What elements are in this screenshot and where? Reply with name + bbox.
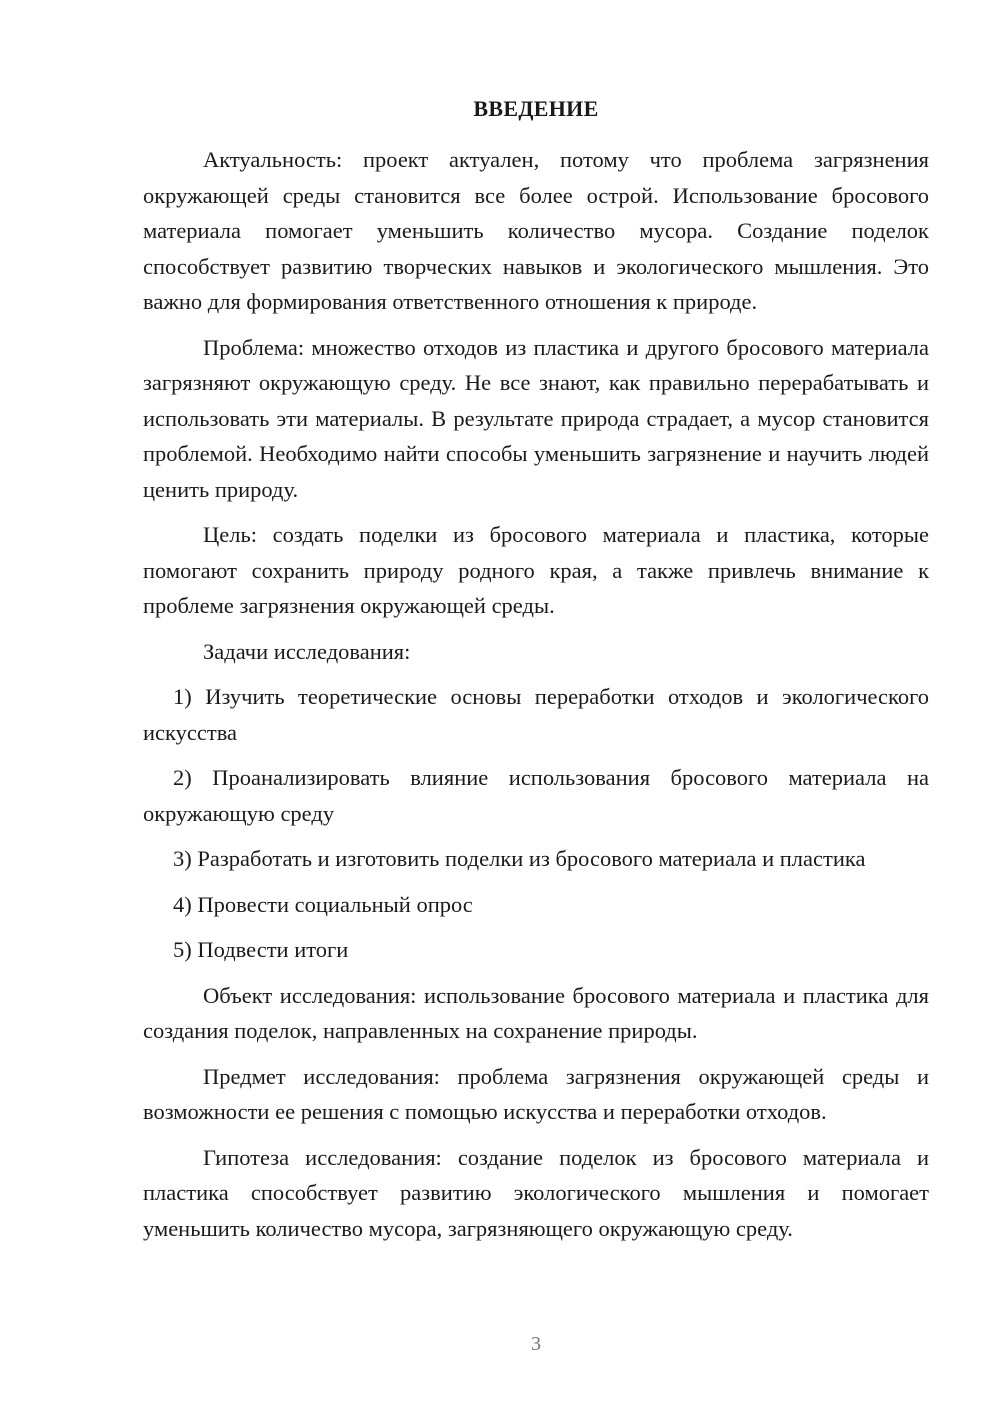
task-item-4: 4) Провести социальный опрос (173, 891, 473, 917)
problem-paragraph: Проблема: множество отходов из пластика и другого бросового материала загрязняют окружающую среду. Не все знают, как правильно перерабатывать и использовать эти материалы. В результате природа страдает, а мусор становится проблемой. Необходимо найти способы уменьшить загрязнение и научить людей ценить природу. (143, 334, 929, 502)
task-item-3: 3) Разработать и изготовить поделки из бросового материала и пластика (173, 846, 866, 871)
tasks-heading: Задачи исследования: (203, 638, 411, 664)
goal-paragraph: Цель: создать поделки из бросового материала и пластика, которые помогают сохранить природу родного края, а также привлечь внимание к проблеме загрязнения окружающей среды. (143, 522, 929, 618)
relevance-paragraph: Актуальность: проект актуален, потому что проблема загрязнения окружающей среды становится все более острой. Использование бросового материала помогает уменьшить количество мусора. Создание поделок способствует развитию творческих навыков и экологического мышления. Это важно для формирования ответственного отношения к природе. (143, 147, 929, 314)
task-item-5: 5) Подвести итоги (173, 937, 349, 962)
task-item-1: 1) Изучить теоретические основы переработки отходов и экологического искусства (143, 684, 929, 745)
page-number: 3 (531, 1333, 541, 1355)
document-body (143, 142, 929, 1256)
hypothesis-paragraph: Гипотеза исследования: создание поделок из бросового материала и пластика способствует развитию экологического мышления и помогает уменьшить количество мусора, загрязняющего окружающую среду. (143, 1144, 929, 1241)
subject-paragraph: Предмет исследования: проблема загрязнения окружающей среды и возможности ее решения с помощью искусства и переработки отходов. (143, 1063, 929, 1124)
object-paragraph: Объект исследования: использование бросового материала и пластика для создания поделок, направленных на сохранение природы. (143, 982, 929, 1043)
page-title: ВВЕДЕНИЕ (473, 96, 599, 121)
task-item-2: 2) Проанализировать влияние использования бросового материала на окружающую среду (143, 765, 929, 826)
